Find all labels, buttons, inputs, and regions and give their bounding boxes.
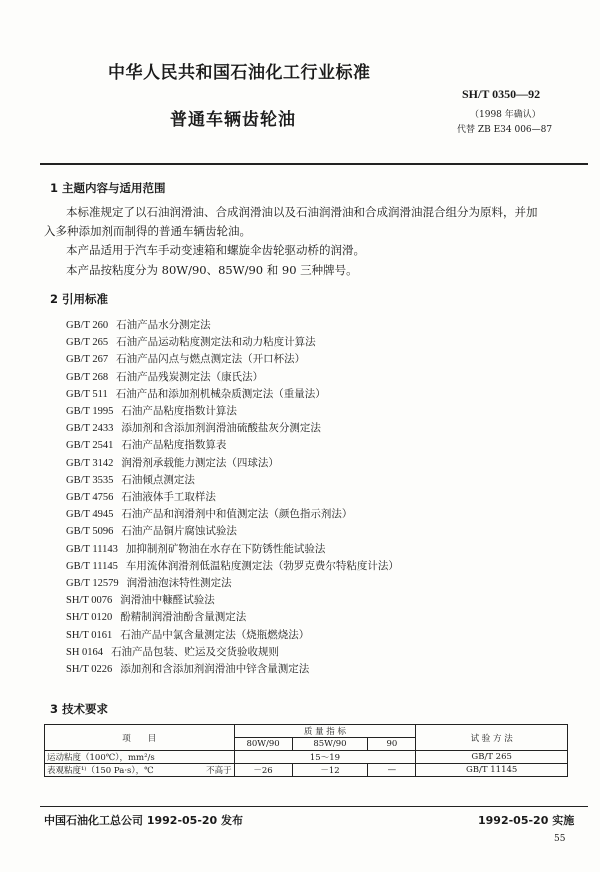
reference-code: GB/T 12579	[66, 578, 119, 589]
table-header-row	[45, 725, 568, 738]
reference-title: 润滑油中糠醛试验法	[120, 594, 215, 607]
reference-item	[66, 455, 279, 470]
standard-number: SH/T 0350—92	[462, 87, 541, 101]
row-value: —	[368, 764, 416, 777]
grade-80w90: 80W/90	[234, 738, 292, 751]
reference-code: GB/T 265	[66, 337, 109, 349]
header-item: 项 目	[45, 725, 235, 751]
reference-item	[66, 592, 215, 607]
effective-date: 1992-05-20 实施	[478, 814, 575, 827]
reference-item	[66, 317, 211, 332]
reference-code: SH/T 0076	[66, 595, 113, 607]
reference-item	[66, 523, 237, 538]
row-qualifier: 不高于	[190, 764, 234, 777]
publish-date: 中国石油化工总公司 1992-05-20 发布	[44, 814, 244, 827]
reference-item	[66, 386, 326, 401]
header-method: 试 验 方 法	[416, 725, 568, 751]
reference-item	[66, 420, 321, 435]
table-row	[45, 764, 568, 777]
reference-title: 石油产品运动粘度测定法和动力粘度计算法	[116, 336, 316, 349]
reference-code: SH/T 0226	[66, 664, 113, 675]
reference-item	[66, 403, 237, 418]
table-row	[45, 751, 568, 764]
reference-code: GB/T 511	[66, 388, 108, 400]
reference-code: GB/T 11145	[66, 560, 118, 572]
reference-title: 石油产品中氯含量测定法（烧瓶燃烧法）	[120, 628, 310, 641]
reference-title: 石油产品水分测定法	[116, 319, 211, 331]
reference-item	[66, 575, 232, 590]
page-number: 55	[554, 834, 566, 844]
grade-90: 90	[368, 738, 416, 751]
reference-title: 车用流体润滑剂低温粘度测定法（勃罗克费尔特粘度计法）	[125, 559, 399, 572]
reference-code: GB/T 260	[66, 320, 109, 331]
reference-code: SH 0164	[66, 646, 104, 658]
issuing-organization: 中华人民共和国石油化工行业标准	[108, 63, 371, 83]
reference-title: 石油产品包装、贮运及交货验收规则	[111, 645, 280, 658]
reference-code: GB/T 5096	[66, 526, 114, 538]
row-method: GB/T 265	[416, 751, 568, 764]
section-3-heading: 3 技术要求	[50, 702, 109, 716]
reference-title: 石油倾点测定法	[121, 473, 195, 486]
reference-code: GB/T 3142	[66, 457, 114, 469]
reference-code: GB/T 4756	[66, 492, 114, 503]
reference-title: 石油产品粘度指数算表	[121, 439, 227, 452]
paragraph-1-line-2: 入多种添加剂而制得的普通车辆齿轮油。	[44, 224, 251, 238]
reference-item	[66, 609, 246, 624]
reference-item	[66, 369, 263, 384]
reference-title: 润滑油泡沫特性测定法	[126, 577, 232, 589]
reference-title: 石油产品残炭测定法（康氏法）	[116, 370, 264, 383]
reference-title: 石油产品和添加剂机械杂质测定法（重量法）	[115, 387, 326, 400]
reference-title: 加抑制剂矿物油在水存在下防锈性能试验法	[125, 542, 326, 555]
reference-item	[66, 437, 226, 452]
reference-code: GB/T 2541	[66, 440, 114, 452]
reference-title: 添加剂和含添加剂润滑油硫酸盐灰分测定法	[121, 422, 321, 435]
replaces-standard: 代替 ZB E34 006—87	[457, 125, 553, 135]
reference-item	[66, 334, 316, 349]
reference-item	[66, 489, 216, 504]
document-title: 普通车辆齿轮油	[170, 110, 296, 130]
reference-item	[66, 351, 305, 366]
section-1-heading: 1 主题内容与适用范围	[50, 181, 166, 195]
reference-item	[66, 661, 309, 676]
footer-rule	[40, 806, 588, 807]
reference-code: GB/T 1995	[66, 406, 114, 417]
row-value: －26	[234, 764, 292, 777]
reference-code: GB/T 3535	[66, 474, 114, 486]
reference-code: GB/T 2433	[66, 423, 114, 435]
reference-item	[66, 541, 325, 556]
reference-code: GB/T 267	[66, 354, 109, 366]
reference-item	[66, 558, 399, 573]
row-item: 表观粘度¹⁾（150 Pa·s），℃	[45, 764, 191, 777]
reference-title: 添加剂和含添加剂润滑油中锌含量测定法	[120, 663, 310, 675]
reference-code: GB/T 268	[66, 371, 109, 383]
paragraph-3: 本产品按粘度分为 80W/90、85W/90 和 90 三种牌号。	[66, 263, 358, 277]
row-value: －12	[292, 764, 368, 777]
paragraph-1-line-1: 本标准规定了以石油润滑油、合成润滑油以及石油润滑油和合成润滑油混合组分为原料，并加	[66, 205, 538, 219]
reference-title: 酚精制润滑油酚含量测定法	[120, 611, 247, 624]
reference-title: 润滑剂承载能力测定法（四球法）	[121, 456, 279, 469]
row-method: GB/T 11145	[416, 764, 568, 777]
header-quality: 质 量 指 标	[234, 725, 416, 738]
paragraph-2: 本产品适用于汽车手动变速箱和螺旋伞齿轮驱动桥的润滑。	[66, 243, 365, 257]
reference-title: 石油产品铜片腐蚀试验法	[121, 525, 237, 538]
reference-code: SH/T 0120	[66, 612, 113, 624]
confirmation-year: （1998 年确认）	[470, 110, 541, 120]
reference-code: GB/T 11143	[66, 543, 118, 555]
row-item: 运动粘度（100℃），mm²/s	[45, 751, 235, 764]
spec-table	[44, 724, 568, 777]
reference-code: SH/T 0161	[66, 629, 113, 641]
header-rule	[40, 163, 588, 165]
reference-code: GB/T 4945	[66, 509, 114, 521]
reference-title: 石油液体手工取样法	[121, 491, 216, 503]
reference-title: 石油产品粘度指数计算法	[121, 405, 237, 417]
reference-item	[66, 627, 309, 642]
section-2-heading: 2 引用标准	[50, 292, 109, 306]
reference-title: 石油产品和润滑剂中和值测定法（颜色指示剂法）	[121, 508, 353, 521]
reference-item	[66, 506, 352, 521]
reference-title: 石油产品闪点与燃点测定法（开口杯法）	[116, 353, 306, 366]
reference-item	[66, 644, 279, 659]
reference-item	[66, 472, 195, 487]
grade-85w90: 85W/90	[292, 738, 368, 751]
row-value: 15～19	[234, 751, 416, 764]
